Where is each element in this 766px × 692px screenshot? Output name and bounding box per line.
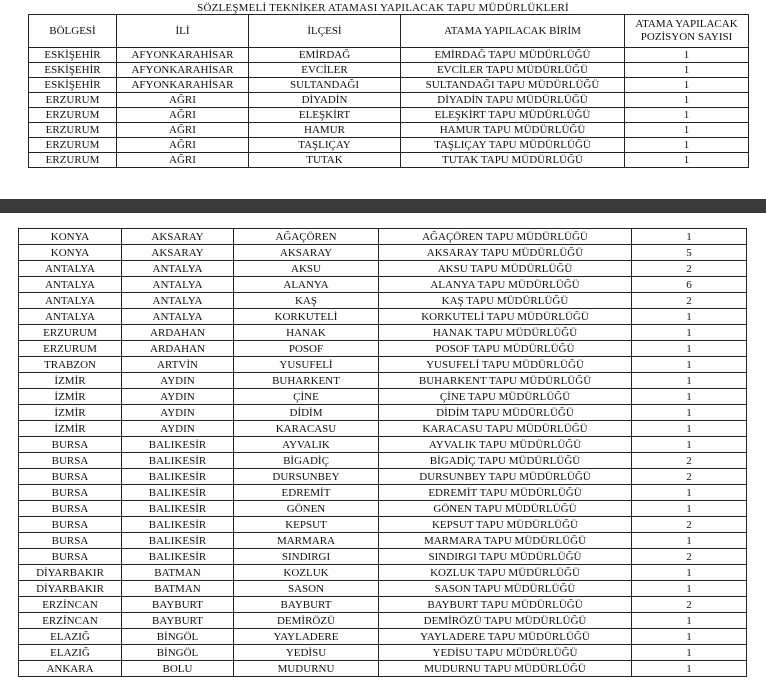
cell-positions: 2 <box>632 549 747 565</box>
cell-unit: ÇİNE TAPU MÜDÜRLÜĞÜ <box>379 389 632 405</box>
cell-district: AKSU <box>234 261 379 277</box>
cell-district: MUDURNU <box>234 661 379 677</box>
cell-unit: KEPSUT TAPU MÜDÜRLÜĞÜ <box>379 517 632 533</box>
cell-province: AFYONKARAHİSAR <box>117 78 249 93</box>
cell-region: ANTALYA <box>19 261 122 277</box>
cell-province: AYDIN <box>122 421 234 437</box>
cell-region: İZMİR <box>19 405 122 421</box>
cell-district: AKSARAY <box>234 245 379 261</box>
cell-district: KORKUTELİ <box>234 309 379 325</box>
cell-province: BATMAN <box>122 565 234 581</box>
cell-province: ANTALYA <box>122 293 234 309</box>
cell-unit: KOZLUK TAPU MÜDÜRLÜĞÜ <box>379 565 632 581</box>
cell-region: BURSA <box>19 453 122 469</box>
header-unit: ATAMA YAPILACAK BİRİM <box>401 15 625 48</box>
cell-district: HANAK <box>234 325 379 341</box>
cell-positions: 1 <box>632 389 747 405</box>
cell-district: DİYADİN <box>249 93 401 108</box>
table-row <box>19 597 747 613</box>
cell-unit: DİDİM TAPU MÜDÜRLÜĞÜ <box>379 405 632 421</box>
table-row <box>19 293 747 309</box>
cell-unit: YUSUFELİ TAPU MÜDÜRLÜĞÜ <box>379 357 632 373</box>
cell-positions: 1 <box>632 613 747 629</box>
cell-positions: 1 <box>632 421 747 437</box>
cell-district: KEPSUT <box>234 517 379 533</box>
cell-region: BURSA <box>19 549 122 565</box>
cell-district: BUHARKENT <box>234 373 379 389</box>
cell-region: BURSA <box>19 517 122 533</box>
cell-positions: 2 <box>632 469 747 485</box>
cell-region: ERZİNCAN <box>19 597 122 613</box>
table-row <box>19 277 747 293</box>
cell-positions: 1 <box>625 138 749 153</box>
cell-positions: 1 <box>632 485 747 501</box>
table-row <box>19 437 747 453</box>
cell-region: ANTALYA <box>19 293 122 309</box>
cell-province: AFYONKARAHİSAR <box>117 48 249 63</box>
cell-district: DURSUNBEY <box>234 469 379 485</box>
table-row <box>29 138 749 153</box>
cell-positions: 1 <box>632 629 747 645</box>
cell-province: BAYBURT <box>122 613 234 629</box>
cell-region: ERZURUM <box>29 108 117 123</box>
cell-unit: AYVALIK TAPU MÜDÜRLÜĞÜ <box>379 437 632 453</box>
cell-unit: DURSUNBEY TAPU MÜDÜRLÜĞÜ <box>379 469 632 485</box>
table-row <box>19 517 747 533</box>
cell-district: POSOF <box>234 341 379 357</box>
table-row <box>19 229 747 245</box>
cell-region: KONYA <box>19 229 122 245</box>
cell-region: DİYARBAKIR <box>19 581 122 597</box>
cell-province: BALIKESİR <box>122 453 234 469</box>
cell-unit: POSOF TAPU MÜDÜRLÜĞÜ <box>379 341 632 357</box>
cell-unit: EVCİLER TAPU MÜDÜRLÜĞÜ <box>401 63 625 78</box>
cell-unit: KORKUTELİ TAPU MÜDÜRLÜĞÜ <box>379 309 632 325</box>
cell-region: BURSA <box>19 469 122 485</box>
cell-positions: 2 <box>632 453 747 469</box>
cell-positions: 1 <box>632 661 747 677</box>
cell-province: BATMAN <box>122 581 234 597</box>
cell-positions: 1 <box>632 309 747 325</box>
cell-unit: MARMARA TAPU MÜDÜRLÜĞÜ <box>379 533 632 549</box>
table-row <box>19 389 747 405</box>
cell-province: ARTVİN <box>122 357 234 373</box>
table-row <box>19 453 747 469</box>
cell-unit: HAMUR TAPU MÜDÜRLÜĞÜ <box>401 123 625 138</box>
header-district: İLÇESİ <box>249 15 401 48</box>
cell-region: ESKİŞEHİR <box>29 48 117 63</box>
cell-unit: AKSARAY TAPU MÜDÜRLÜĞÜ <box>379 245 632 261</box>
cell-positions: 1 <box>625 108 749 123</box>
cell-province: AKSARAY <box>122 245 234 261</box>
cell-province: AFYONKARAHİSAR <box>117 63 249 78</box>
cell-unit: EDREMİT TAPU MÜDÜRLÜĞÜ <box>379 485 632 501</box>
cell-unit: DİYADİN TAPU MÜDÜRLÜĞÜ <box>401 93 625 108</box>
cell-province: BALIKESİR <box>122 549 234 565</box>
page-title: SÖZLEŞMELİ TEKNİKER ATAMASI YAPILACAK TAPU MÜDÜRLÜKLERİ <box>197 2 569 14</box>
cell-province: BALIKESİR <box>122 437 234 453</box>
table-row <box>19 245 747 261</box>
cell-unit: YEDİSU TAPU MÜDÜRLÜĞÜ <box>379 645 632 661</box>
cell-district: ÇİNE <box>234 389 379 405</box>
cell-province: BOLU <box>122 661 234 677</box>
cell-positions: 1 <box>625 93 749 108</box>
table-row <box>19 581 747 597</box>
cell-district: HAMUR <box>249 123 401 138</box>
cell-unit: DEMİRÖZÜ TAPU MÜDÜRLÜĞÜ <box>379 613 632 629</box>
cell-region: TRABZON <box>19 357 122 373</box>
cell-province: AĞRI <box>117 93 249 108</box>
table-row <box>29 108 749 123</box>
cell-province: BİNGÖL <box>122 645 234 661</box>
header-province: İLİ <box>117 15 249 48</box>
table-row <box>19 533 747 549</box>
cell-positions: 6 <box>632 277 747 293</box>
cell-positions: 2 <box>632 517 747 533</box>
cell-region: BURSA <box>19 485 122 501</box>
cell-district: ALANYA <box>234 277 379 293</box>
cell-region: ERZURUM <box>29 123 117 138</box>
cell-region: ANKARA <box>19 661 122 677</box>
cell-region: BURSA <box>19 533 122 549</box>
cell-positions: 1 <box>632 645 747 661</box>
cell-region: İZMİR <box>19 389 122 405</box>
cell-province: AYDIN <box>122 373 234 389</box>
cell-province: ANTALYA <box>122 261 234 277</box>
cell-positions: 1 <box>632 357 747 373</box>
cell-province: BALIKESİR <box>122 517 234 533</box>
cell-positions: 1 <box>632 229 747 245</box>
cell-unit: BUHARKENT TAPU MÜDÜRLÜĞÜ <box>379 373 632 389</box>
cell-region: ERZURUM <box>19 325 122 341</box>
cell-district: MARMARA <box>234 533 379 549</box>
cell-positions: 2 <box>632 261 747 277</box>
cell-province: AKSARAY <box>122 229 234 245</box>
cell-province: AĞRI <box>117 123 249 138</box>
cell-unit: GÖNEN TAPU MÜDÜRLÜĞÜ <box>379 501 632 517</box>
cell-unit: KARACASU TAPU MÜDÜRLÜĞÜ <box>379 421 632 437</box>
table-row <box>19 613 747 629</box>
cell-district: YUSUFELİ <box>234 357 379 373</box>
cell-district: BİGADİÇ <box>234 453 379 469</box>
cell-region: ELAZIĞ <box>19 645 122 661</box>
table-row <box>19 645 747 661</box>
table-row <box>19 421 747 437</box>
cell-province: BALIKESİR <box>122 501 234 517</box>
header-positions: ATAMA YAPILACAK POZİSYON SAYISI <box>625 15 749 48</box>
cell-unit: ELEŞKİRT TAPU MÜDÜRLÜĞÜ <box>401 108 625 123</box>
cell-unit: AKSU TAPU MÜDÜRLÜĞÜ <box>379 261 632 277</box>
table-row <box>19 325 747 341</box>
cell-positions: 2 <box>632 293 747 309</box>
cell-province: ANTALYA <box>122 309 234 325</box>
cell-province: AYDIN <box>122 389 234 405</box>
cell-unit: HANAK TAPU MÜDÜRLÜĞÜ <box>379 325 632 341</box>
cell-unit: MUDURNU TAPU MÜDÜRLÜĞÜ <box>379 661 632 677</box>
cell-district: AĞAÇÖREN <box>234 229 379 245</box>
cell-region: ESKİŞEHİR <box>29 78 117 93</box>
cell-province: BAYBURT <box>122 597 234 613</box>
cell-district: KARACASU <box>234 421 379 437</box>
table-row <box>19 565 747 581</box>
cell-district: TAŞLIÇAY <box>249 138 401 153</box>
cell-district: TUTAK <box>249 153 401 168</box>
table-row <box>19 405 747 421</box>
table-row <box>29 153 749 168</box>
cell-province: ANTALYA <box>122 277 234 293</box>
table-row <box>19 549 747 565</box>
table-row <box>19 373 747 389</box>
table-row <box>19 661 747 677</box>
cell-region: BURSA <box>19 501 122 517</box>
cell-province: ARDAHAN <box>122 341 234 357</box>
page-separator-gap <box>0 213 766 225</box>
cell-unit: SINDIRGI TAPU MÜDÜRLÜĞÜ <box>379 549 632 565</box>
cell-district: SINDIRGI <box>234 549 379 565</box>
table-row <box>19 341 747 357</box>
cell-unit: BAYBURT TAPU MÜDÜRLÜĞÜ <box>379 597 632 613</box>
cell-province: BİNGÖL <box>122 629 234 645</box>
cell-district: SULTANDAĞI <box>249 78 401 93</box>
cell-region: ESKİŞEHİR <box>29 63 117 78</box>
cell-region: ERZURUM <box>29 93 117 108</box>
cell-unit: YAYLADERE TAPU MÜDÜRLÜĞÜ <box>379 629 632 645</box>
cell-region: BURSA <box>19 437 122 453</box>
cell-region: ANTALYA <box>19 309 122 325</box>
table-row <box>19 357 747 373</box>
cell-district: DİDİM <box>234 405 379 421</box>
table-row <box>29 123 749 138</box>
table-row <box>19 501 747 517</box>
cell-positions: 5 <box>632 245 747 261</box>
cell-positions: 1 <box>632 581 747 597</box>
cell-unit: EMİRDAĞ TAPU MÜDÜRLÜĞÜ <box>401 48 625 63</box>
cell-district: KOZLUK <box>234 565 379 581</box>
cell-district: GÖNEN <box>234 501 379 517</box>
table-row <box>29 48 749 63</box>
cell-region: KONYA <box>19 245 122 261</box>
cell-district: BAYBURT <box>234 597 379 613</box>
cell-unit: KAŞ TAPU MÜDÜRLÜĞÜ <box>379 293 632 309</box>
cell-district: EMİRDAĞ <box>249 48 401 63</box>
cell-district: DEMİRÖZÜ <box>234 613 379 629</box>
cell-district: KAŞ <box>234 293 379 309</box>
cell-unit: TAŞLIÇAY TAPU MÜDÜRLÜĞÜ <box>401 138 625 153</box>
cell-region: İZMİR <box>19 373 122 389</box>
table-row <box>19 261 747 277</box>
cell-district: AYVALIK <box>234 437 379 453</box>
cell-district: YAYLADERE <box>234 629 379 645</box>
table-row <box>19 309 747 325</box>
cell-province: AĞRI <box>117 108 249 123</box>
cell-unit: SASON TAPU MÜDÜRLÜĞÜ <box>379 581 632 597</box>
cell-positions: 1 <box>625 153 749 168</box>
cell-positions: 1 <box>625 48 749 63</box>
cell-region: ERZİNCAN <box>19 613 122 629</box>
assignment-table-bottom <box>18 228 747 677</box>
cell-positions: 1 <box>625 63 749 78</box>
cell-positions: 1 <box>632 437 747 453</box>
cell-province: AYDIN <box>122 405 234 421</box>
cell-positions: 1 <box>632 373 747 389</box>
assignment-table-top <box>28 14 749 168</box>
table-row <box>19 629 747 645</box>
cell-province: AĞRI <box>117 138 249 153</box>
table-row <box>19 469 747 485</box>
cell-province: ARDAHAN <box>122 325 234 341</box>
cell-unit: BİGADİÇ TAPU MÜDÜRLÜĞÜ <box>379 453 632 469</box>
cell-province: BALIKESİR <box>122 469 234 485</box>
cell-province: BALIKESİR <box>122 533 234 549</box>
cell-region: ERZURUM <box>19 341 122 357</box>
cell-positions: 1 <box>625 123 749 138</box>
cell-district: EVCİLER <box>249 63 401 78</box>
cell-positions: 1 <box>632 341 747 357</box>
cell-positions: 1 <box>625 78 749 93</box>
cell-region: ELAZIĞ <box>19 629 122 645</box>
cell-region: ERZURUM <box>29 153 117 168</box>
cell-positions: 1 <box>632 501 747 517</box>
cell-positions: 1 <box>632 325 747 341</box>
cell-unit: ALANYA TAPU MÜDÜRLÜĞÜ <box>379 277 632 293</box>
cell-unit: SULTANDAĞI TAPU MÜDÜRLÜĞÜ <box>401 78 625 93</box>
cell-positions: 1 <box>632 405 747 421</box>
table-row <box>29 63 749 78</box>
cell-district: ELEŞKİRT <box>249 108 401 123</box>
table-header-row <box>29 15 749 48</box>
header-region: BÖLGESİ <box>29 15 117 48</box>
cell-province: AĞRI <box>117 153 249 168</box>
cell-district: YEDİSU <box>234 645 379 661</box>
page-separator-bar <box>0 199 766 213</box>
table-row <box>19 485 747 501</box>
cell-region: DİYARBAKIR <box>19 565 122 581</box>
cell-district: EDREMİT <box>234 485 379 501</box>
cell-district: SASON <box>234 581 379 597</box>
cell-region: ANTALYA <box>19 277 122 293</box>
cell-positions: 1 <box>632 565 747 581</box>
cell-positions: 2 <box>632 597 747 613</box>
cell-unit: AĞAÇÖREN TAPU MÜDÜRLÜĞÜ <box>379 229 632 245</box>
table-row <box>29 93 749 108</box>
cell-unit: TUTAK TAPU MÜDÜRLÜĞÜ <box>401 153 625 168</box>
cell-region: ERZURUM <box>29 138 117 153</box>
table-row <box>29 78 749 93</box>
cell-positions: 1 <box>632 533 747 549</box>
cell-region: İZMİR <box>19 421 122 437</box>
cell-province: BALIKESİR <box>122 485 234 501</box>
